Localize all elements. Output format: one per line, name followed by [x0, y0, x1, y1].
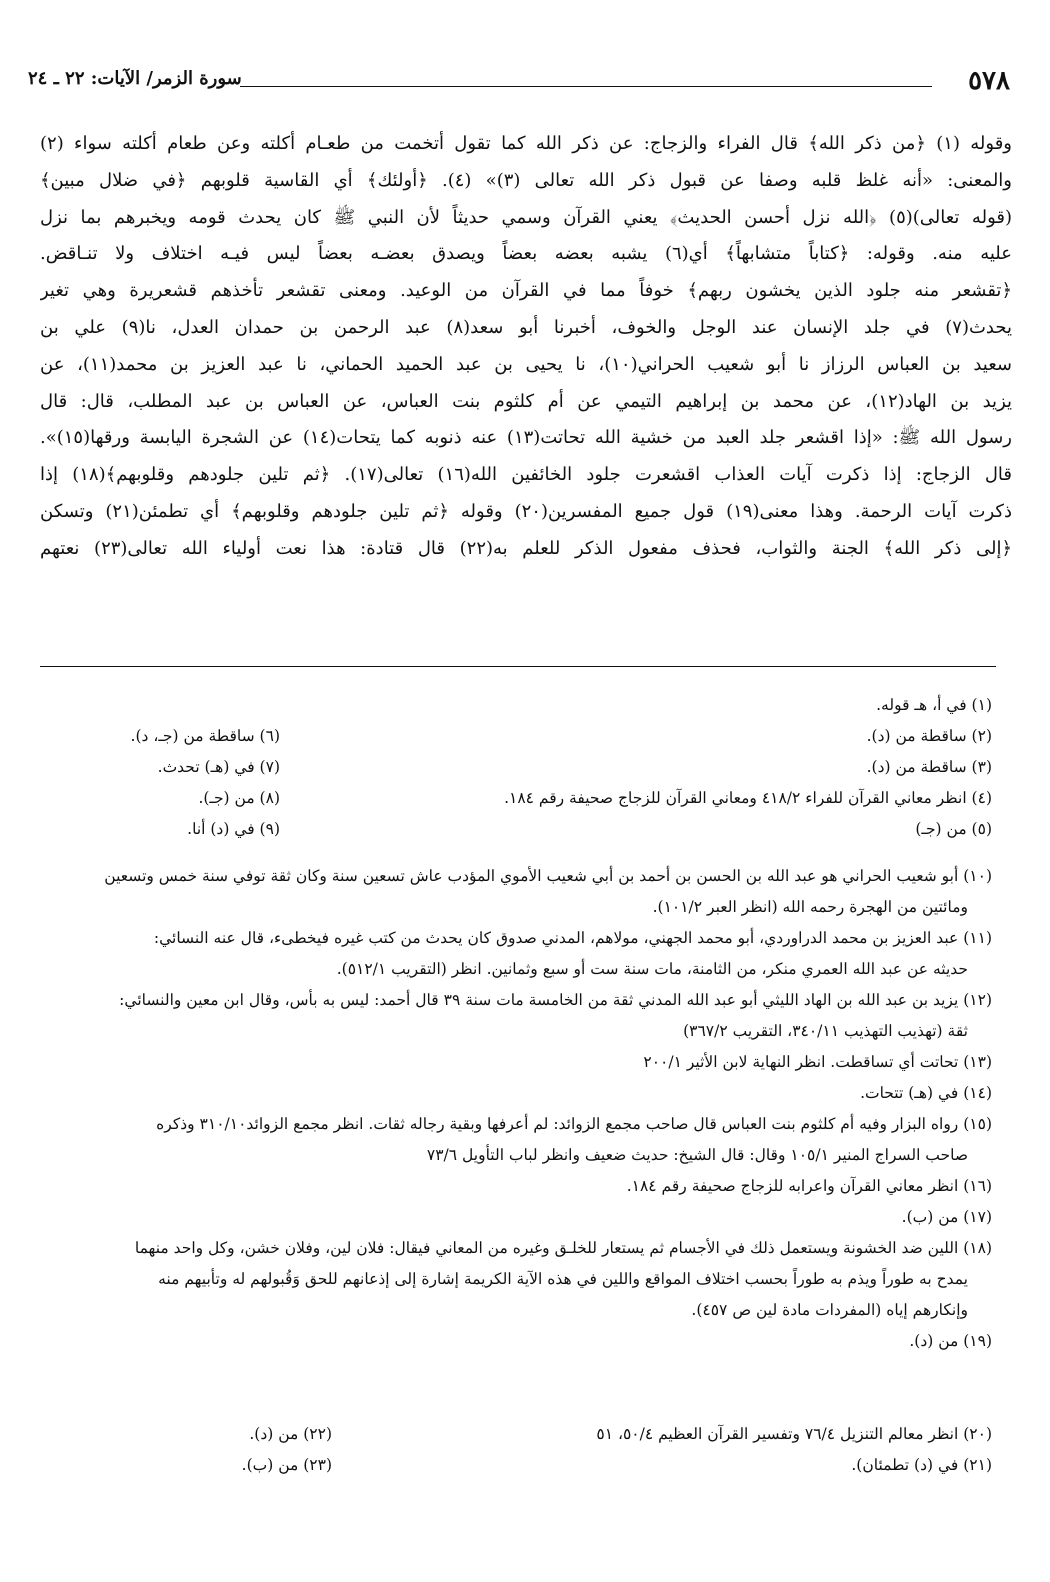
footnote: (١٦) انظر معاني القرآن واعرابه للزجاج صحيفة رقم ١٨٤.	[626, 1177, 992, 1195]
footnote: (١) في أ، هـ قوله.	[876, 696, 992, 714]
footnote: (٤) انظر معاني القرآن للفراء ٤١٨/٢ ومعاني القرآن للزجاج صحيفة رقم ١٨٤.	[504, 789, 992, 807]
text-line: ﴿إلى ذكر الله﴾ الجنة والثواب، فحذف مفعول الذكر للعلم به(٢٢) قال قتادة: هذا نعت أولياء الله تعالى(٢٣) نعتهم	[40, 537, 1012, 559]
footnotes-bottom-left	[242, 1419, 332, 1481]
footnote: (٢٣) من (ب).	[241, 1456, 332, 1474]
footnote-continuation: ومائتين من الهجرة رحمه الله (انظر العبر ١٠١/٢).	[652, 898, 968, 916]
page-number: ٥٧٨	[968, 66, 1010, 96]
text-line: عليه منه. وقوله: ﴿كتاباً متشابهاً﴾ أي(٦) يشبه بعضه بعضاً ويصدق بعضـه بعضاً ليس فيـه اختلاف ولا تنـاقض.	[40, 243, 1012, 265]
footnote: (٢) ساقطة من (د).	[866, 727, 992, 745]
footnote: (٩) في (د) أنا.	[187, 820, 280, 838]
footnote: (١٩) من (د).	[909, 1332, 992, 1350]
footnote: (١٧) من (ب).	[901, 1208, 992, 1226]
text-line: (قوله تعالى)(٥) ﴿الله نزل أحسن الحديث﴾ يعني القرآن وسمي حديثاً لأن النبي ﷺ كان يحدث قومه ويخبرهم بما نزل	[40, 206, 1012, 228]
text-line: ذكرت آيات الرحمة. وهذا معنى(١٩) قول جميع المفسرين(٢٠) وقوله ﴿ثم تلين جلودهم وقلوبهم﴾ أي تطمئن(٢١) وتسكن	[40, 500, 1012, 522]
surah-title: سورة الزمر/ الآيات: ٢٢ ـ ٢٤	[28, 68, 242, 89]
main-text	[40, 126, 1012, 568]
footnote-continuation: يمدح به طوراً ويذم به طوراً بحسب اختلاف المواقع واللين في هذه الآية الكريمة إشارة إلى إذعانهم للحق وَقُبولهم له وتأبيهم منه	[158, 1270, 968, 1288]
footnote: (١٣) تحاتت أي تساقطت. انظر النهاية لابن الأثير ٢٠٠/١	[643, 1053, 992, 1071]
text-line: ﴿تقشعر منه جلود الذين يخشون ربهم﴾ خوفاً مما في القرآن من الوعيد. ومعنى تقشعر تأخذهم قشعريرة وهي تغير	[40, 280, 1012, 302]
text-line: وقوله (١) ﴿من ذكر الله﴾ قال الفراء والزجاج: عن ذكر الله كما تقول أتخمت من طعـام أكلته وعن طعام أكلته سواء (٢)	[40, 133, 1012, 154]
footnotes-bottom-right	[596, 1419, 992, 1481]
footnote: (١٨) اللين ضد الخشونة ويستعمل ذلك في الأجسام ثم يستعار للخلـق وغيره من المعاني فيقال: فلان لين، وفلان خشن، وكل واحد منهما	[134, 1239, 992, 1257]
text-line: والمعنى: «أنه غلظ قلبه وصفا عن قبول ذكر الله تعالى (٣)» (٤). ﴿أولئك﴾ أي القاسية قلوبهم ﴿في ضلال مبين﴾	[40, 169, 1012, 191]
footnote-continuation: صاحب السراج المنير ١٠٥/١ وقال: قال الشيخ: حديث ضعيف وانظر لباب التأويل ٧٣/٦	[426, 1146, 968, 1164]
footnote: (٢٠) انظر معالم التنزيل ٧٦/٤ وتفسير القرآن العظيم ٥٠/٤، ٥١	[596, 1425, 992, 1443]
footnote: (٢١) في (د) تطمئان).	[851, 1456, 992, 1474]
footnote: (٥) من (جـ)	[915, 820, 992, 838]
footnote: (٣) ساقطة من (د).	[866, 758, 992, 776]
footnote: (٢٢) من (د).	[249, 1425, 332, 1443]
footnote: (١٥) رواه البزار وفيه أم كلثوم بنت العباس قال صاحب مجمع الزوائد: لم أعرفها وبقية رجاله ثقات. انظر مجمع الزوائد٣١٠/١٠ وذكره	[156, 1115, 992, 1133]
footnote-continuation: وإنكارهم إياه (المفردات مادة لين ص ٤٥٧).	[691, 1301, 968, 1319]
text-line: قال الزجاج: إذا ذكرت آيات العذاب اقشعرت جلود الخائفين الله(١٦) تعالى(١٧). ﴿ثم تلين جلودهم وقلوبهم﴾(١٨) إذا	[40, 464, 1012, 486]
footnotes-left-column	[131, 721, 280, 845]
footnote: (٧) في (هـ) تحدث.	[157, 758, 280, 776]
text-line: رسول الله ﷺ: «إذا اقشعر جلد العبد من خشية الله تحاتت(١٣) عنه ذنوبه كما يتحات(١٤) عن الشجرة اليابسة ورقها(١٥)».	[40, 427, 1012, 449]
text-line: يحدث(٧) في جلد الإنسان عند الوجل والخوف، أخبرنا أبو سعد(٨) عبد الرحمن بن حمدان العدل، نا(٩) علي بن	[40, 316, 1012, 338]
footnote-separator	[40, 666, 996, 667]
running-header	[28, 66, 1010, 100]
footnote: (١٠) أبو شعيب الحراني هو عبد الله بن الحسن بن أحمد بن أبي شعيب الأموي المؤدب عاش تسعين سنة وكان ثقة توفي سنة خمس وتسعين	[104, 867, 992, 885]
footnote: (٦) ساقطة من (جـ، د).	[130, 727, 280, 745]
footnote: (١٢) يزيد بن عبد الله بن الهاد الليثي أبو عبد الله المدني ثقة من الخامسة مات سنة ٣٩ قال أحمد: ليس به بأس، وقال ابن معين والنسائي:	[119, 991, 992, 1009]
footnote: (١١) عبد العزيز بن محمد الدراوردي، أبو محمد الجهني، مولاهم، المدني صدوق كان يحدث من كتب غيره فيخطىء، قال عنه النسائي:	[153, 929, 992, 947]
header-rule	[240, 86, 932, 87]
footnote-continuation: ثقة (تهذيب التهذيب ٣٤٠/١١، التقريب ٣٦٧/٢)	[683, 1022, 968, 1040]
text-line: سعيد بن العباس الرزاز نا أبو شعيب الحراني(١٠)، نا يحيى بن عبد الحميد الحماني، نا عبد العزيز بن محمد(١١)، عن	[40, 353, 1012, 375]
text-line: يزيد بن الهاد(١٢)، عن محمد بن إبراهيم التيمي عن أم كلثوم بنت العباس، عن العباس بن عبد المطلب، قال: قال	[40, 390, 1012, 412]
footnotes-full-width	[40, 861, 992, 1357]
footnote: (١٤) في (هـ) تتحات.	[860, 1084, 992, 1102]
footnote-continuation: حديثه عن عبد الله العمري منكر، من الثامنة، مات سنة ست أو سبع وثمانين. انظر (التقريب ٥١٢/١).	[336, 960, 968, 978]
footnote: (٨) من (جـ).	[198, 789, 280, 807]
